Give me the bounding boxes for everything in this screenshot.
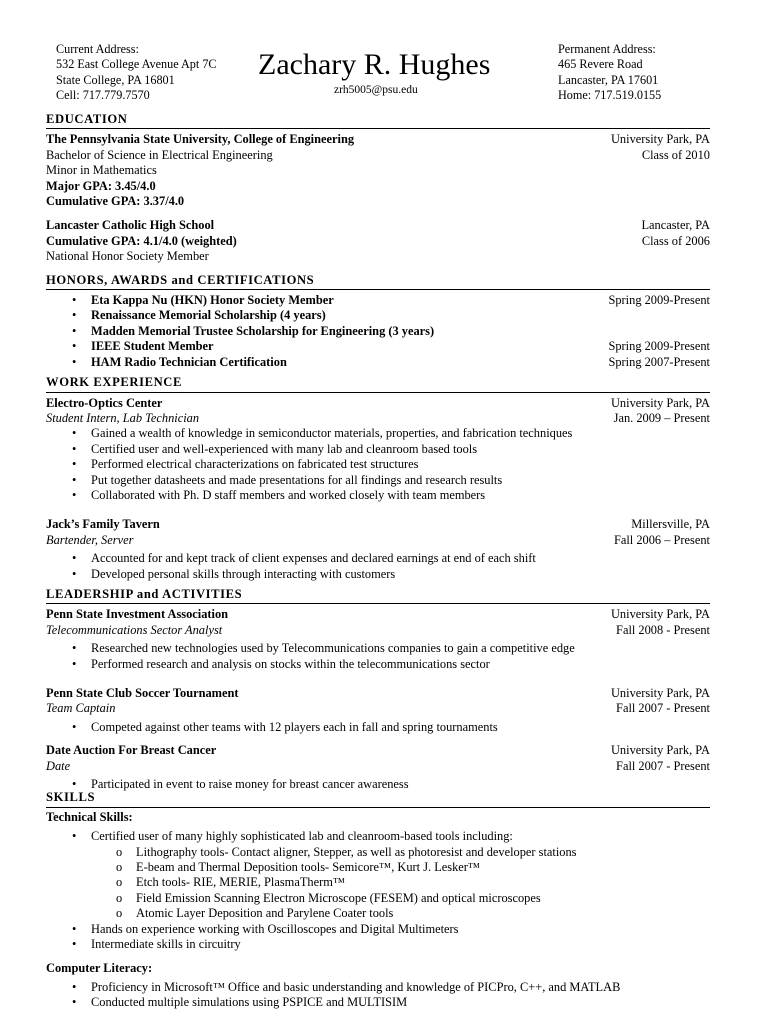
list-item: o Atomic Layer Deposition and Parylene Coater tools — [46, 906, 710, 921]
org-name: Electro-Optics Center — [46, 395, 163, 410]
honor-date: Spring 2009-Present — [608, 293, 710, 308]
school-name: The Pennsylvania State University, College of Engineering — [46, 132, 355, 147]
list-item: o Field Emission Scanning Electron Microscope (FESEM) and optical microscopes — [46, 891, 710, 906]
activity-psia — [46, 607, 710, 672]
list-item: o Etch tools- RIE, MERIE, PlasmaTherm™ — [46, 875, 710, 890]
org-location: University Park, PA — [610, 395, 710, 410]
org-location: University Park, PA — [610, 743, 710, 758]
list-item: • Certified user and well-experienced with many lab and cleanroom based tools — [46, 442, 710, 457]
org-location: Millersville, PA — [631, 517, 710, 532]
address-line: State College, PA 16801 — [56, 72, 175, 87]
list-item: o Lithography tools- Contact aligner, Stepper, as well as photoresist and developer stations — [46, 845, 710, 860]
degree: Bachelor of Science in Electrical Engineering — [46, 147, 273, 162]
list-item: • Competed against other teams with 12 players each in fall and spring tournaments — [46, 720, 710, 735]
role: Date — [46, 758, 71, 773]
list-item — [46, 293, 710, 308]
education-psu — [46, 132, 710, 209]
section-honors-title: HONORS, AWARDS and CERTIFICATIONS — [46, 273, 710, 290]
school-location: University Park, PA — [610, 132, 710, 147]
list-item: • Intermediate skills in circuitry — [46, 937, 710, 952]
class-year: Class of 2006 — [641, 233, 710, 248]
list-item: • Developed personal skills through interacting with customers — [46, 567, 710, 582]
technical-skills-title: Technical Skills: — [46, 809, 133, 824]
honor-label: • Eta Kappa Nu (HKN) Honor Society Member — [91, 293, 334, 308]
address-line: 532 East College Avenue Apt 7C — [56, 57, 217, 72]
list-item: • Researched new technologies used by Telecommunications companies to gain a competitive edge — [46, 641, 710, 656]
resume-page — [46, 0, 710, 1011]
list-item: • Performed electrical characterizations on fabricated test structures — [46, 457, 710, 472]
org-name: Penn State Investment Association — [46, 607, 229, 622]
section-work-title: WORK EXPERIENCE — [46, 375, 710, 392]
list-item — [46, 324, 710, 339]
list-item — [46, 355, 710, 370]
section-skills-title: SKILLS — [46, 790, 710, 807]
role: Team Captain — [46, 701, 116, 716]
education-lchs — [46, 218, 710, 264]
list-item: • Conducted multiple simulations using PSPICE and MULTISIM — [46, 995, 710, 1010]
list-item: • Performed research and analysis on stocks within the telecommunications sector — [46, 657, 710, 672]
dates: Fall 2007 - Present — [616, 701, 710, 716]
duties-list — [46, 720, 710, 735]
honor-label: • Renaissance Memorial Scholarship (4 years) — [91, 308, 326, 323]
current-address — [56, 42, 217, 104]
activity-auction — [46, 743, 710, 792]
honors-list — [46, 293, 710, 370]
section-education-title: EDUCATION — [46, 112, 710, 129]
dates: Fall 2006 – Present — [613, 532, 710, 547]
tool-sublist — [46, 845, 710, 922]
address-line: Cell: 717.779.7570 — [56, 88, 150, 103]
candidate-name: Zachary R. Hughes — [258, 48, 491, 81]
address-line: 465 Revere Road — [558, 57, 643, 72]
technical-skills-list — [46, 829, 710, 844]
role: Telecommunications Sector Analyst — [46, 622, 223, 637]
list-item: • Proficiency in Microsoft™ Office and basic understanding and knowledge of PICPro, C++, and MATLAB — [46, 980, 710, 995]
cumulative-gpa: Cumulative GPA: 3.37/4.0 — [46, 194, 185, 209]
list-item: • Collaborated with Ph. D staff members and worked closely with team members — [46, 488, 710, 503]
list-item: • Accounted for and kept track of client expenses and declared earnings at end of each shift — [46, 551, 710, 566]
role: Bartender, Server — [46, 532, 134, 547]
list-item: • Gained a wealth of knowledge in semiconductor materials, properties, and fabrication techniques — [46, 426, 710, 441]
list-item — [46, 339, 710, 354]
dates: Fall 2007 - Present — [616, 758, 710, 773]
email-link[interactable]: zrh5005@psu.edu — [334, 84, 418, 96]
honor-label: • IEEE Student Member — [91, 339, 214, 354]
org-name: Date Auction For Breast Cancer — [46, 743, 217, 758]
address-line: Permanent Address: — [558, 42, 656, 56]
honor-society: National Honor Society Member — [46, 249, 209, 264]
duties-list — [46, 551, 710, 582]
org-name: Jack’s Family Tavern — [46, 517, 160, 532]
permanent-address — [558, 42, 661, 104]
dates: Jan. 2009 – Present — [613, 410, 710, 425]
school-name: Lancaster Catholic High School — [46, 218, 215, 233]
computer-literacy-list — [46, 980, 710, 1011]
list-item: o E-beam and Thermal Deposition tools- Semicore™, Kurt J. Lesker™ — [46, 860, 710, 875]
honor-label: • Madden Memorial Trustee Scholarship for Engineering (3 years) — [91, 323, 435, 338]
address-line: Current Address: — [56, 42, 139, 56]
list-item: • Certified user of many highly sophisticated lab and cleanroom-based tools including: — [46, 829, 710, 844]
duties-list — [46, 426, 710, 503]
technical-skills-more — [46, 922, 710, 953]
work-eoc — [46, 396, 710, 504]
computer-literacy-title: Computer Literacy: — [46, 960, 153, 975]
address-line: Home: 717.519.0155 — [558, 88, 662, 103]
section-leadership-title: LEADERSHIP and ACTIVITIES — [46, 587, 710, 604]
list-item — [46, 308, 710, 323]
dates: Fall 2008 - Present — [616, 622, 710, 637]
resume-header — [46, 0, 710, 110]
address-line: Lancaster, PA 17601 — [558, 72, 659, 87]
org-name: Penn State Club Soccer Tournament — [46, 686, 239, 700]
honor-date: Spring 2007-Present — [608, 354, 710, 369]
major-gpa: Major GPA: 3.45/4.0 — [46, 178, 156, 193]
org-location: University Park, PA — [610, 686, 710, 700]
honor-label: • HAM Radio Technician Certification — [91, 354, 287, 369]
minor: Minor in Mathematics — [46, 163, 157, 178]
duties-list — [46, 641, 710, 672]
list-item: • Participated in event to raise money for breast cancer awareness — [46, 777, 710, 792]
list-item: • Hands on experience working with Oscilloscopes and Digital Multimeters — [46, 922, 710, 937]
role: Student Intern, Lab Technician — [46, 410, 200, 425]
duties-list — [46, 777, 710, 792]
cumulative-gpa: Cumulative GPA: 4.1/4.0 (weighted) — [46, 233, 237, 248]
activity-soccer — [46, 686, 710, 735]
work-tavern — [46, 517, 710, 582]
class-year: Class of 2010 — [641, 147, 710, 162]
school-location: Lancaster, PA — [641, 218, 710, 233]
honor-date: Spring 2009-Present — [608, 339, 710, 354]
list-item: • Put together datasheets and made presentations for all findings and research results — [46, 473, 710, 488]
org-location: University Park, PA — [610, 607, 710, 622]
